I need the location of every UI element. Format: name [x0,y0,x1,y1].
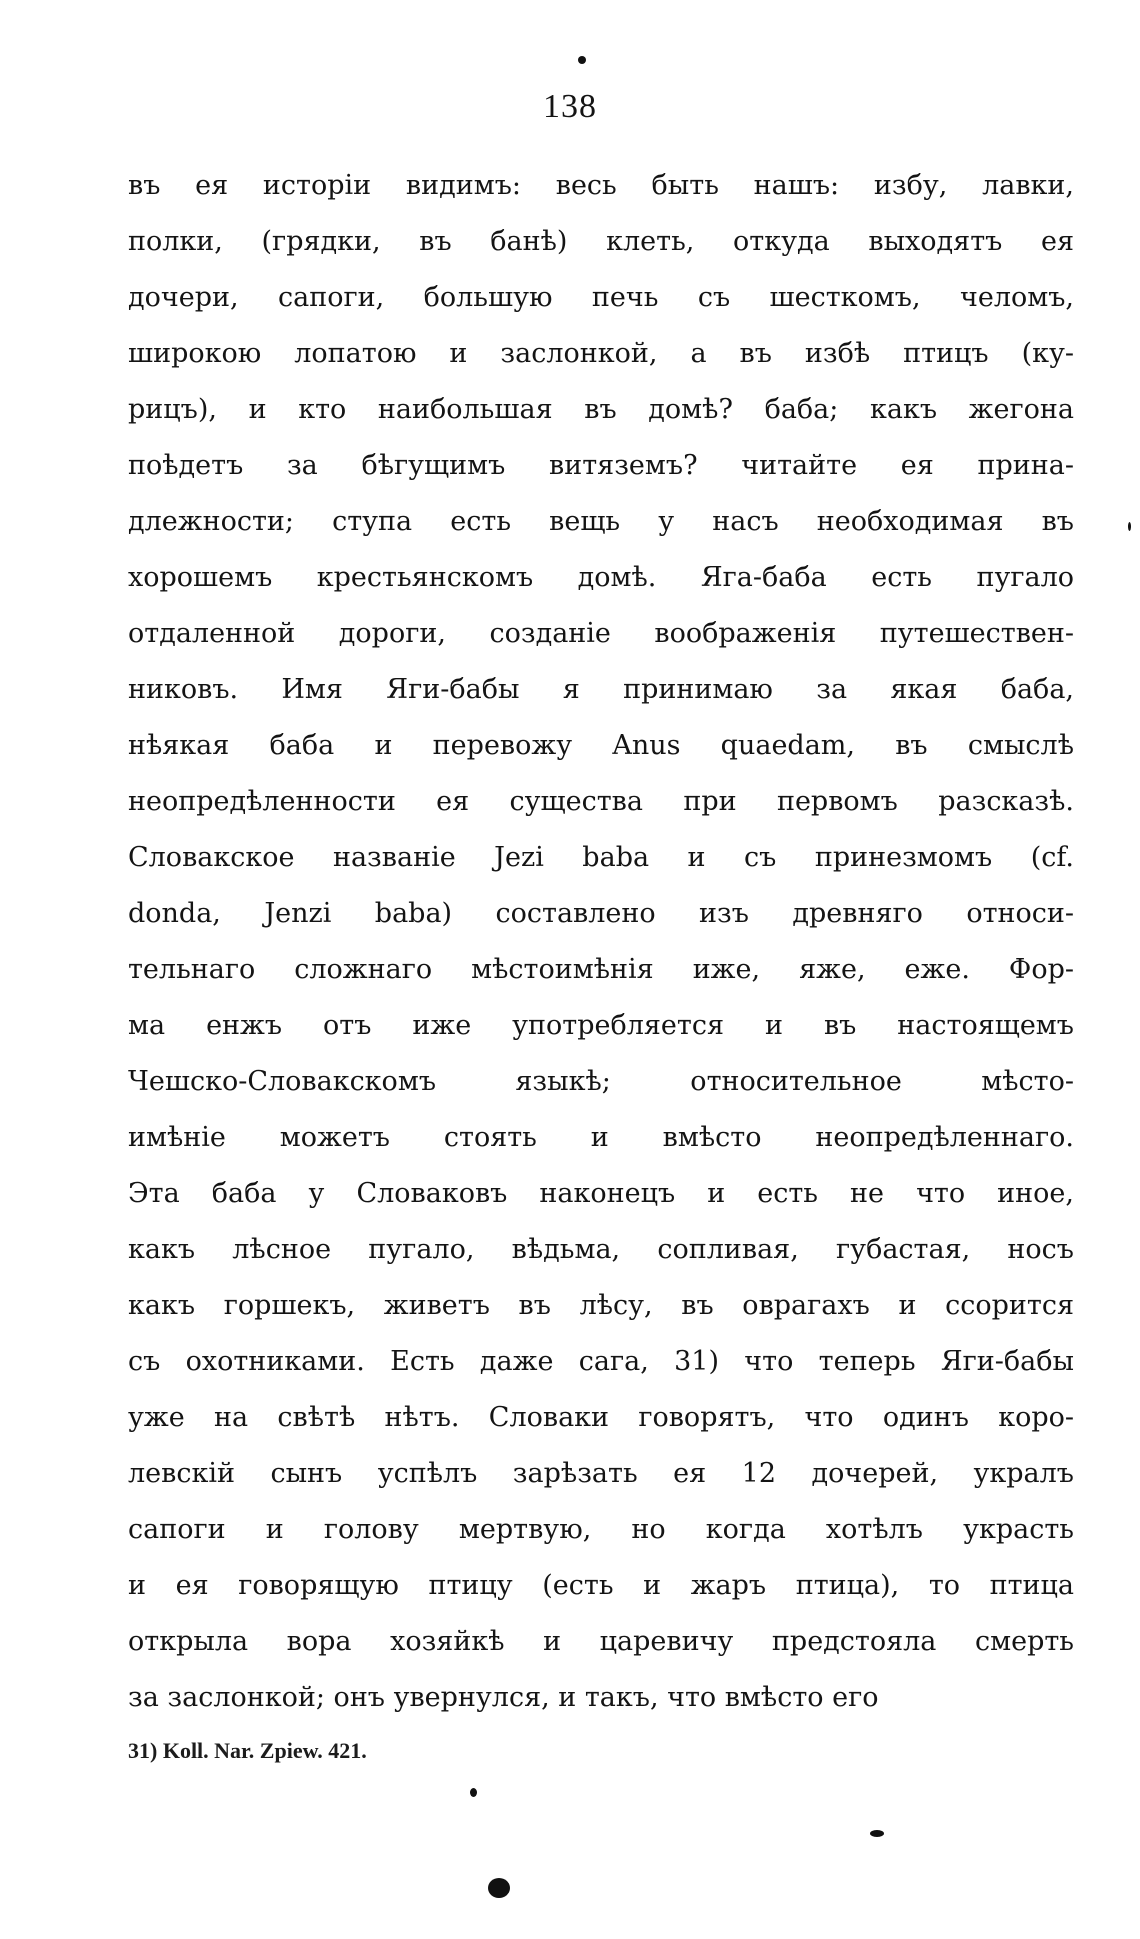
text-line: тельнаго сложнаго мѣстоимѣнія иже, яже, еже. Фор- [128,954,1074,985]
ink-speck [488,1878,510,1898]
text-line: поѣдетъ за бѣгущимъ витяземъ? читайте ея прина- [128,450,1074,481]
text-line: неопредѣленности ея существа при первомъ разсказѣ. [128,786,1074,817]
text-line: полки, (грядки, въ банѣ) клеть, откуда выходятъ ея [128,226,1074,257]
text-line: въ ея исторіи видимъ: весь быть нашъ: избу, лавки, [128,170,1074,201]
ink-speck [470,1788,477,1797]
text-line: Эта баба у Словаковъ наконецъ и есть не что иное, [128,1178,1074,1209]
text-line: сапоги и голову мертвую, но когда хотѣлъ украсть [128,1514,1074,1545]
text-line: какъ горшекъ, живетъ въ лѣсу, въ оврагахъ и ссорится [128,1290,1074,1321]
text-line: Словакское названіе Jezi baba и съ принезмомъ (cf. [128,842,1074,873]
text-line: уже на свѣтѣ нѣтъ. Словаки говорятъ, что одинъ коро- [128,1402,1074,1433]
text-line: ма енжъ отъ иже употребляется и въ настоящемъ [128,1010,1074,1041]
text-line: donda, Jenzi baba) составлено изъ древняго относи- [128,898,1074,929]
text-line: за заслонкой; онъ увернулся, и такъ, что вмѣсто его [128,1682,879,1713]
text-line: съ охотниками. Есть даже сага, 31) что теперь Яги-бабы [128,1346,1074,1377]
text-line: дочери, сапоги, большую печь съ шесткомъ, челомъ, [128,282,1074,313]
text-line: какъ лѣсное пугало, вѣдьма, сопливая, губастая, носъ [128,1234,1074,1265]
text-line: длежности; ступа есть вещь у насъ необходимая въ [128,506,1074,537]
text-line: отдаленной дороги, созданіе воображенія путешествен- [128,618,1074,649]
text-line: Чешско-Словакскомъ языкѣ; относительное мѣсто- [128,1066,1074,1097]
text-line: левскій сынъ успѣлъ зарѣзать ея 12 дочерей, укралъ [128,1458,1074,1489]
ink-speck [1128,522,1131,531]
text-line: широкою лопатою и заслонкой, а въ избѣ птицъ (ку- [128,338,1074,369]
page-number: 138 [543,88,597,125]
body-text [128,158,1074,1776]
text-line: рицъ), и кто наибольшая въ домѣ? баба; какъ жегона [128,394,1074,425]
text-line: хорошемъ крестьянскомъ домѣ. Яга-баба есть пугало [128,562,1074,593]
text-line: открыла вора хозяйкѣ и царевичу предстояла смерть [128,1626,1074,1657]
ink-speck [870,1830,884,1837]
text-line: нѣякая баба и перевожу Anus quaedam, въ смыслѣ [128,730,1074,761]
footnote: 31) Koll. Nar. Zpiew. 421. [128,1738,367,1763]
text-line: имѣніе можетъ стоять и вмѣсто неопредѣленнаго. [128,1122,1074,1153]
text-line: никовъ. Имя Яги-бабы я принимаю за якая баба, [128,674,1074,705]
ink-speck [578,56,586,64]
text-line: и ея говорящую птицу (есть и жаръ птица), то птица [128,1570,1074,1601]
